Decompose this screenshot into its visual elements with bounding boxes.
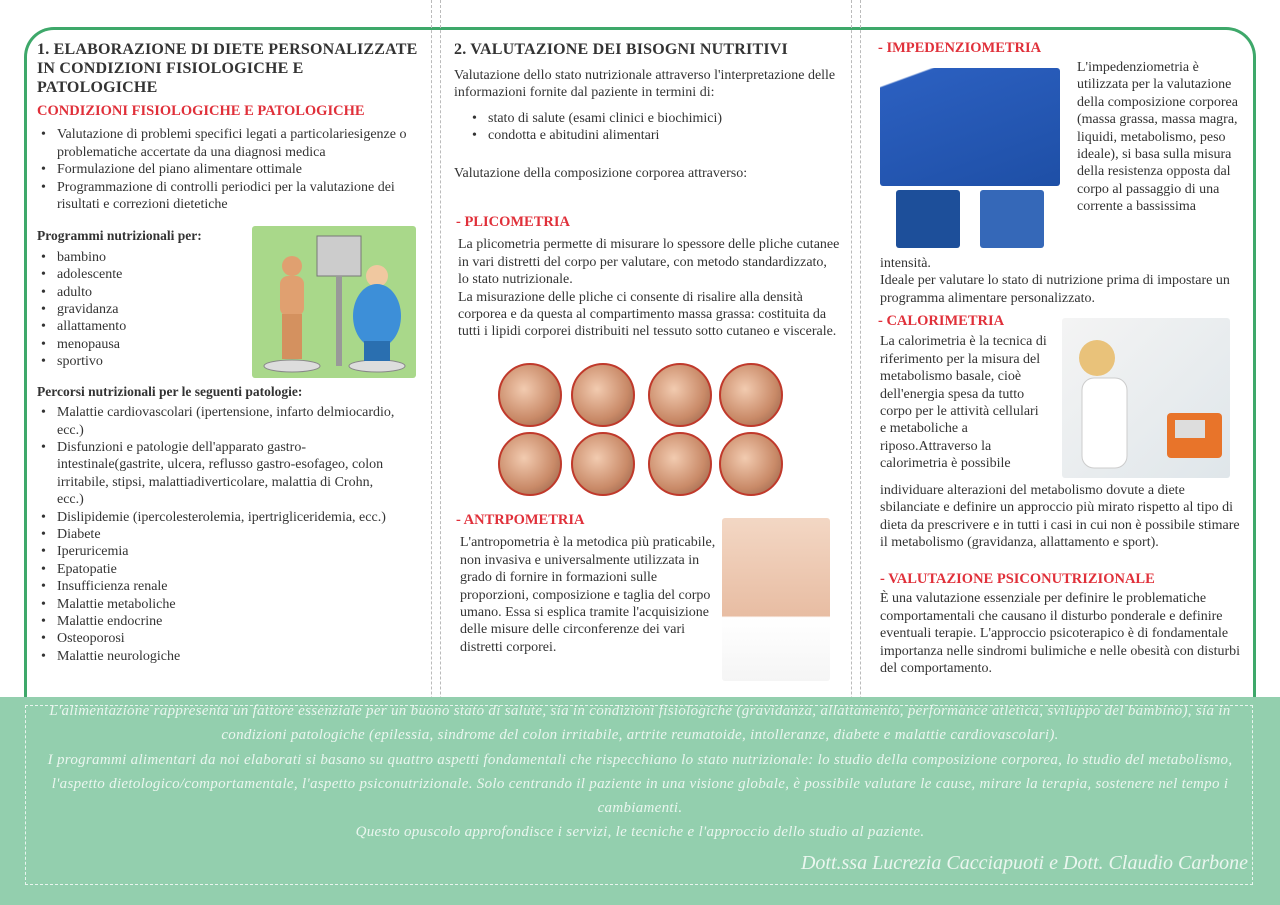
list-item: • Osteoporosi — [37, 630, 397, 647]
calorimetria-text: La calorimetria è la tecnica di riferimento per la misura del metabolismo basale, cioè dell'energia spesa da tutto corpo per le attività cellulari e metaboliche a riposo.Attraverso la calorimetria è possibile — [880, 334, 1047, 472]
antropometria-title: - ANTRPOMETRIA — [456, 512, 585, 528]
plicometria-text-2: La misurazione delle pliche ci consente di risalire alla densità corporea e da questa al compartimento massa grassa: costituita da tutti i lipidi corporei distribuiti nel tessuto sotto cutaneo e viscerale. — [458, 289, 837, 340]
calorimetria-continued — [880, 482, 1245, 552]
psiconutrizionale-title: - VALUTAZIONE PSICONUTRIZIONALE — [880, 571, 1155, 587]
list-item: • sportivo — [37, 353, 427, 370]
section-title: 1. ELABORAZIONE DI DIETE PERSONALIZZATE IN CONDIZIONI FISIOLOGICHE E PATOLOGICHE — [37, 41, 418, 96]
list-item: • menopausa — [37, 336, 427, 353]
footer-paragraph-2: I programmi alimentari da noi elaborati si basano su quattro aspetti fondamentali che rispecchiano lo stato nutrizionale: lo studio della composizione corporea, lo studio del metabolismo, l'aspetto dietologico/comportamentale, l'aspetto psiconutrizionale. Solo centrando il paziente in una visione globale, è possibile valutare le cause, mirare la terapia, sostenere nel tempo i cambiamenti. — [47, 752, 1233, 816]
list-item: • bambino — [37, 249, 427, 266]
pathologies-heading: Percorsi nutrizionali per le seguenti patologie: — [37, 383, 303, 399]
calorimetria-title: - CALORIMETRIA — [878, 313, 1005, 329]
list-item: • Dislipidemie (ipercolesterolemia, ipertrigliceridemia, ecc.) — [37, 509, 397, 526]
list-item: • gravidanza — [37, 301, 427, 318]
list-item: • Malattie endocrine — [37, 613, 397, 630]
list-item: • Malattie metaboliche — [37, 596, 397, 613]
list-item: • condotta e abitudini alimentari — [468, 127, 839, 144]
list-item: • allattamento — [37, 318, 427, 335]
list-item: • Malattie neurologiche — [37, 648, 397, 665]
list-item: • Formulazione del piano alimentare ottimale — [37, 161, 427, 178]
list-item: • Programmazione di controlli periodici per la valutazione dei risultati e correzioni dietetiche — [37, 179, 427, 214]
subtitle: CONDIZIONI FISIOLOGICHE E PATOLOGICHE — [37, 103, 365, 119]
list-item: • Malattie cardiovascolari (ipertensione, infarto delmiocardio, ecc.) — [37, 404, 397, 439]
impedenziometria-text-3: Ideale per valutare lo stato di nutrizione prima di impostare un programma alimentare personalizzato. — [880, 273, 1230, 306]
list-item: • stato di salute (esami clinici e biochimici) — [468, 110, 839, 127]
impedenziometria-text: L'impedenziometria è utilizzata per la valutazione della composizione corporea (massa grassa, massa magra, liquidi, metabolismo, peso ideale), si basa sulla misura della resistenza opposta dal corpo al passaggio di una corrente a bassissima — [1077, 60, 1238, 215]
impedenziometria-section — [878, 40, 1243, 57]
antropometria-text: L'antropometria è la metodica più praticabile, non invasiva e universalmente utilizzata in grado di fornire in formazioni sulle proporzioni, composizione e taglia del corpo umano. Essa si esplica tramite l'acquisizione delle misure delle circonferenze dei vari distretti corporei. — [460, 535, 716, 655]
plicometria-section — [456, 214, 841, 341]
antropometria-section — [456, 512, 718, 656]
waist-measure-photo — [722, 518, 830, 681]
list-item: • Iperuricemia — [37, 543, 397, 560]
list-item: • Disfunzioni e patologie dell'apparato gastro-intestinale(gastrite, ulcera, reflusso gastro-esofageo, colon irritabile, stipsi, malattiadiverticolare, malattia di Crohn, ecc.) — [37, 439, 397, 509]
impedenziometria-text-block — [1077, 59, 1242, 216]
skinfold-photo — [498, 432, 562, 496]
bullet-list — [468, 110, 839, 145]
plicometria-text: La plicometria permette di misurare lo spessore delle pliche cutanee in vari distretti del corpo per valutare, con metodo standardizzato, lo stato nutrizionale. — [458, 237, 840, 288]
calorimetria-text-2: individuare alterazioni del metabolismo dovute a diete sbilanciate e definire un approccio più mirato rispetto al tipo di dieta da prescrivere e in tutti i casi in cui non è possibile stimare il metabolismo (gravidanza, allattamento e sport). — [880, 483, 1240, 551]
impedenziometria-continued — [880, 255, 1245, 307]
psiconutrizionale-text: È una valutazione essenziale per definire le problematiche comportamentali che causano il disturbo ponderale e definire eventuali terapie. L'approccio psicoterapico è di fondamentale importanza nelle sindromi bulimiche e nelle obesità con disturbi del comportamento. — [880, 591, 1241, 677]
skinfold-photo — [571, 432, 635, 496]
bullet-list — [37, 126, 427, 213]
skinfold-photo — [648, 432, 712, 496]
skinfold-photo — [648, 363, 712, 427]
column-needs — [454, 40, 839, 182]
list-item: • Diabete — [37, 526, 397, 543]
list-item: • Valutazione di problemi specifici legati a particolariesigenze o problematiche accertate da una diagnosi medica — [37, 126, 427, 161]
skinfold-photo — [719, 363, 783, 427]
foot-electrode-photo — [980, 190, 1044, 248]
scale-illustration — [252, 226, 416, 378]
signature: Dott.ssa Lucrezia Cacciapuoti e Dott. Claudio Carbone — [800, 852, 1248, 874]
skinfold-photo — [571, 363, 635, 427]
list-item: • adolescente — [37, 266, 427, 283]
impedenziometria-title: - IMPEDENZIOMETRIA — [878, 40, 1042, 56]
footer-paragraph-3: Questo opuscolo approfondisce i servizi, le tecniche e l'approccio dello studio al paziente. — [355, 824, 925, 840]
skinfold-photo — [719, 432, 783, 496]
impedenziometria-text-2: intensità. — [880, 256, 931, 271]
plicometria-title: - PLICOMETRIA — [456, 214, 570, 230]
calorimetry-photo — [1062, 318, 1230, 478]
list-item: • Epatopatie — [37, 561, 397, 578]
calorimetria-section — [878, 313, 1048, 473]
footer-band — [0, 697, 1280, 905]
section-title: 2. VALUTAZIONE DEI BISOGNI NUTRITIVI — [454, 41, 788, 58]
impedance-patient-photo — [880, 68, 1060, 186]
intro-text: Valutazione dello stato nutrizionale attraverso l'interpretazione delle informazioni fornite dal paziente in termini di: — [454, 68, 836, 101]
list-item: • Insufficienza renale — [37, 578, 397, 595]
footer-paragraph-1: L'alimentazione rappresenta un fattore essenziale per un buono stato di salute, sia in condizioni fisiologiche (gravidanza, allattamento, performance atletica, sviluppo del bambino), sia in condizioni patologiche (epilessia, sindrome del colon irritabile, artrite reumatoide, intolleranze, diabete e malattie cardiovascolari). — [49, 703, 1231, 743]
hand-electrode-photo — [896, 190, 960, 248]
composition-text: Valutazione della composizione corporea attraverso: — [454, 165, 748, 181]
pathologies-list — [37, 404, 397, 665]
programs-heading: Programmi nutrizionali per: — [37, 228, 202, 244]
skinfold-photo — [498, 363, 562, 427]
list-item: • adulto — [37, 284, 427, 301]
psiconutrizionale-section — [880, 571, 1245, 677]
